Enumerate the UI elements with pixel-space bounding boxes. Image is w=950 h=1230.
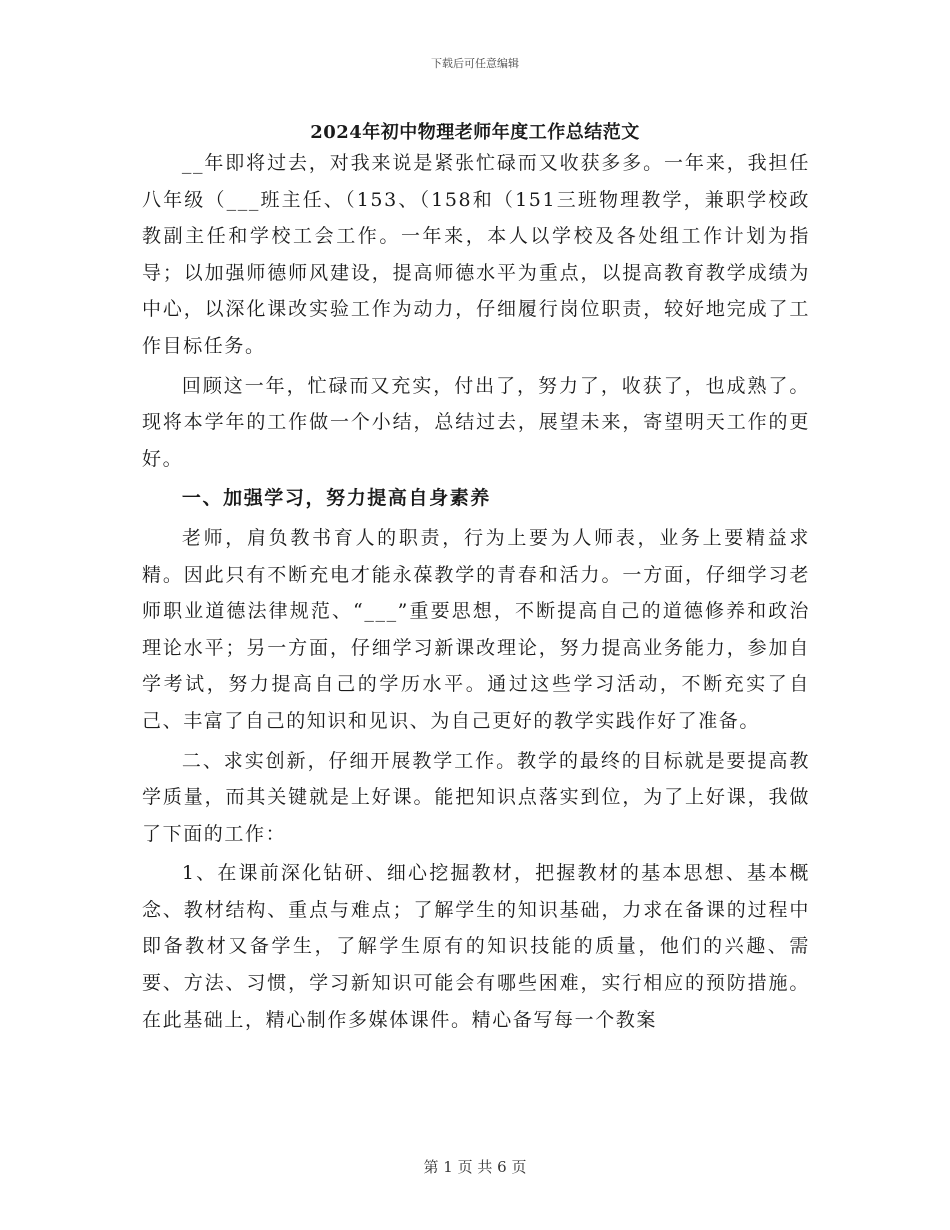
paragraph-review: 回顾这一年，忙碌而又充实，付出了，努力了，收获了，也成熟了。现将本学年的工作做一个小结，总结过去，展望未来，寄望明天工作的更好。 — [142, 374, 810, 470]
page-number: 第 1 页 共 6 页 — [423, 1158, 527, 1176]
section-heading-1: 一、加强学习，努力提高自身素养 — [181, 487, 491, 510]
document-title: 2024年初中物理老师年度工作总结范文 — [310, 122, 640, 143]
paragraph-study: 老师，肩负教书育人的职责，行为上要为人师表，业务上要精益求精。因此只有不断充电才能永葆教学的青春和活力。一方面，仔细学习老师职业道德法律规范、“___”重要思想，不断提高自己的道德修养和政治理论水平；另一方面，仔细学习新课改理论，努力提高业务能力，参加自学考试，努力提高自己的学历水平。通过这些学习活动，不断充实了自己、丰富了自己的知识和见识、为自己更好的教学实践作好了准备。 — [142, 526, 810, 732]
paragraph-intro: __年即将过去，对我来说是紧张忙碌而又收获多多。一年来，我担任八年级（___班主任、（153、（158和（151三班物理教学，兼职学校政教副主任和学校工会工作。一年来，本人以学校及各处组工作计划为指导；以加强师德师风建设，提高师德水平为重点，以提高教育教学成绩为中心，以深化课改实验工作为动力，仔细履行岗位职责，较好地完成了工作目标任务。 — [142, 152, 810, 357]
paragraph-lesson-prep: 1、在课前深化钻研、细心挖掘教材，把握教材的基本思想、基本概念、教材结构、重点与难点；了解学生的知识基础，力求在备课的过程中即备教材又备学生，了解学生原有的知识技能的质量，他们的兴趣、需要、方法、习惯，学习新知识可能会有哪些困难，实行相应的预防措施。在此基础上，精心制作多媒体课件。精心备写每一个教案 — [142, 862, 810, 1031]
header-note: 下载后可任意编辑 — [431, 57, 519, 70]
paragraph-teaching: 二、求实创新，仔细开展教学工作。教学的最终的目标就是要提高教学质量，而其关键就是上好课。能把知识点落实到位，为了上好课，我做了下面的工作： — [142, 749, 810, 845]
document-body — [142, 145, 810, 1041]
